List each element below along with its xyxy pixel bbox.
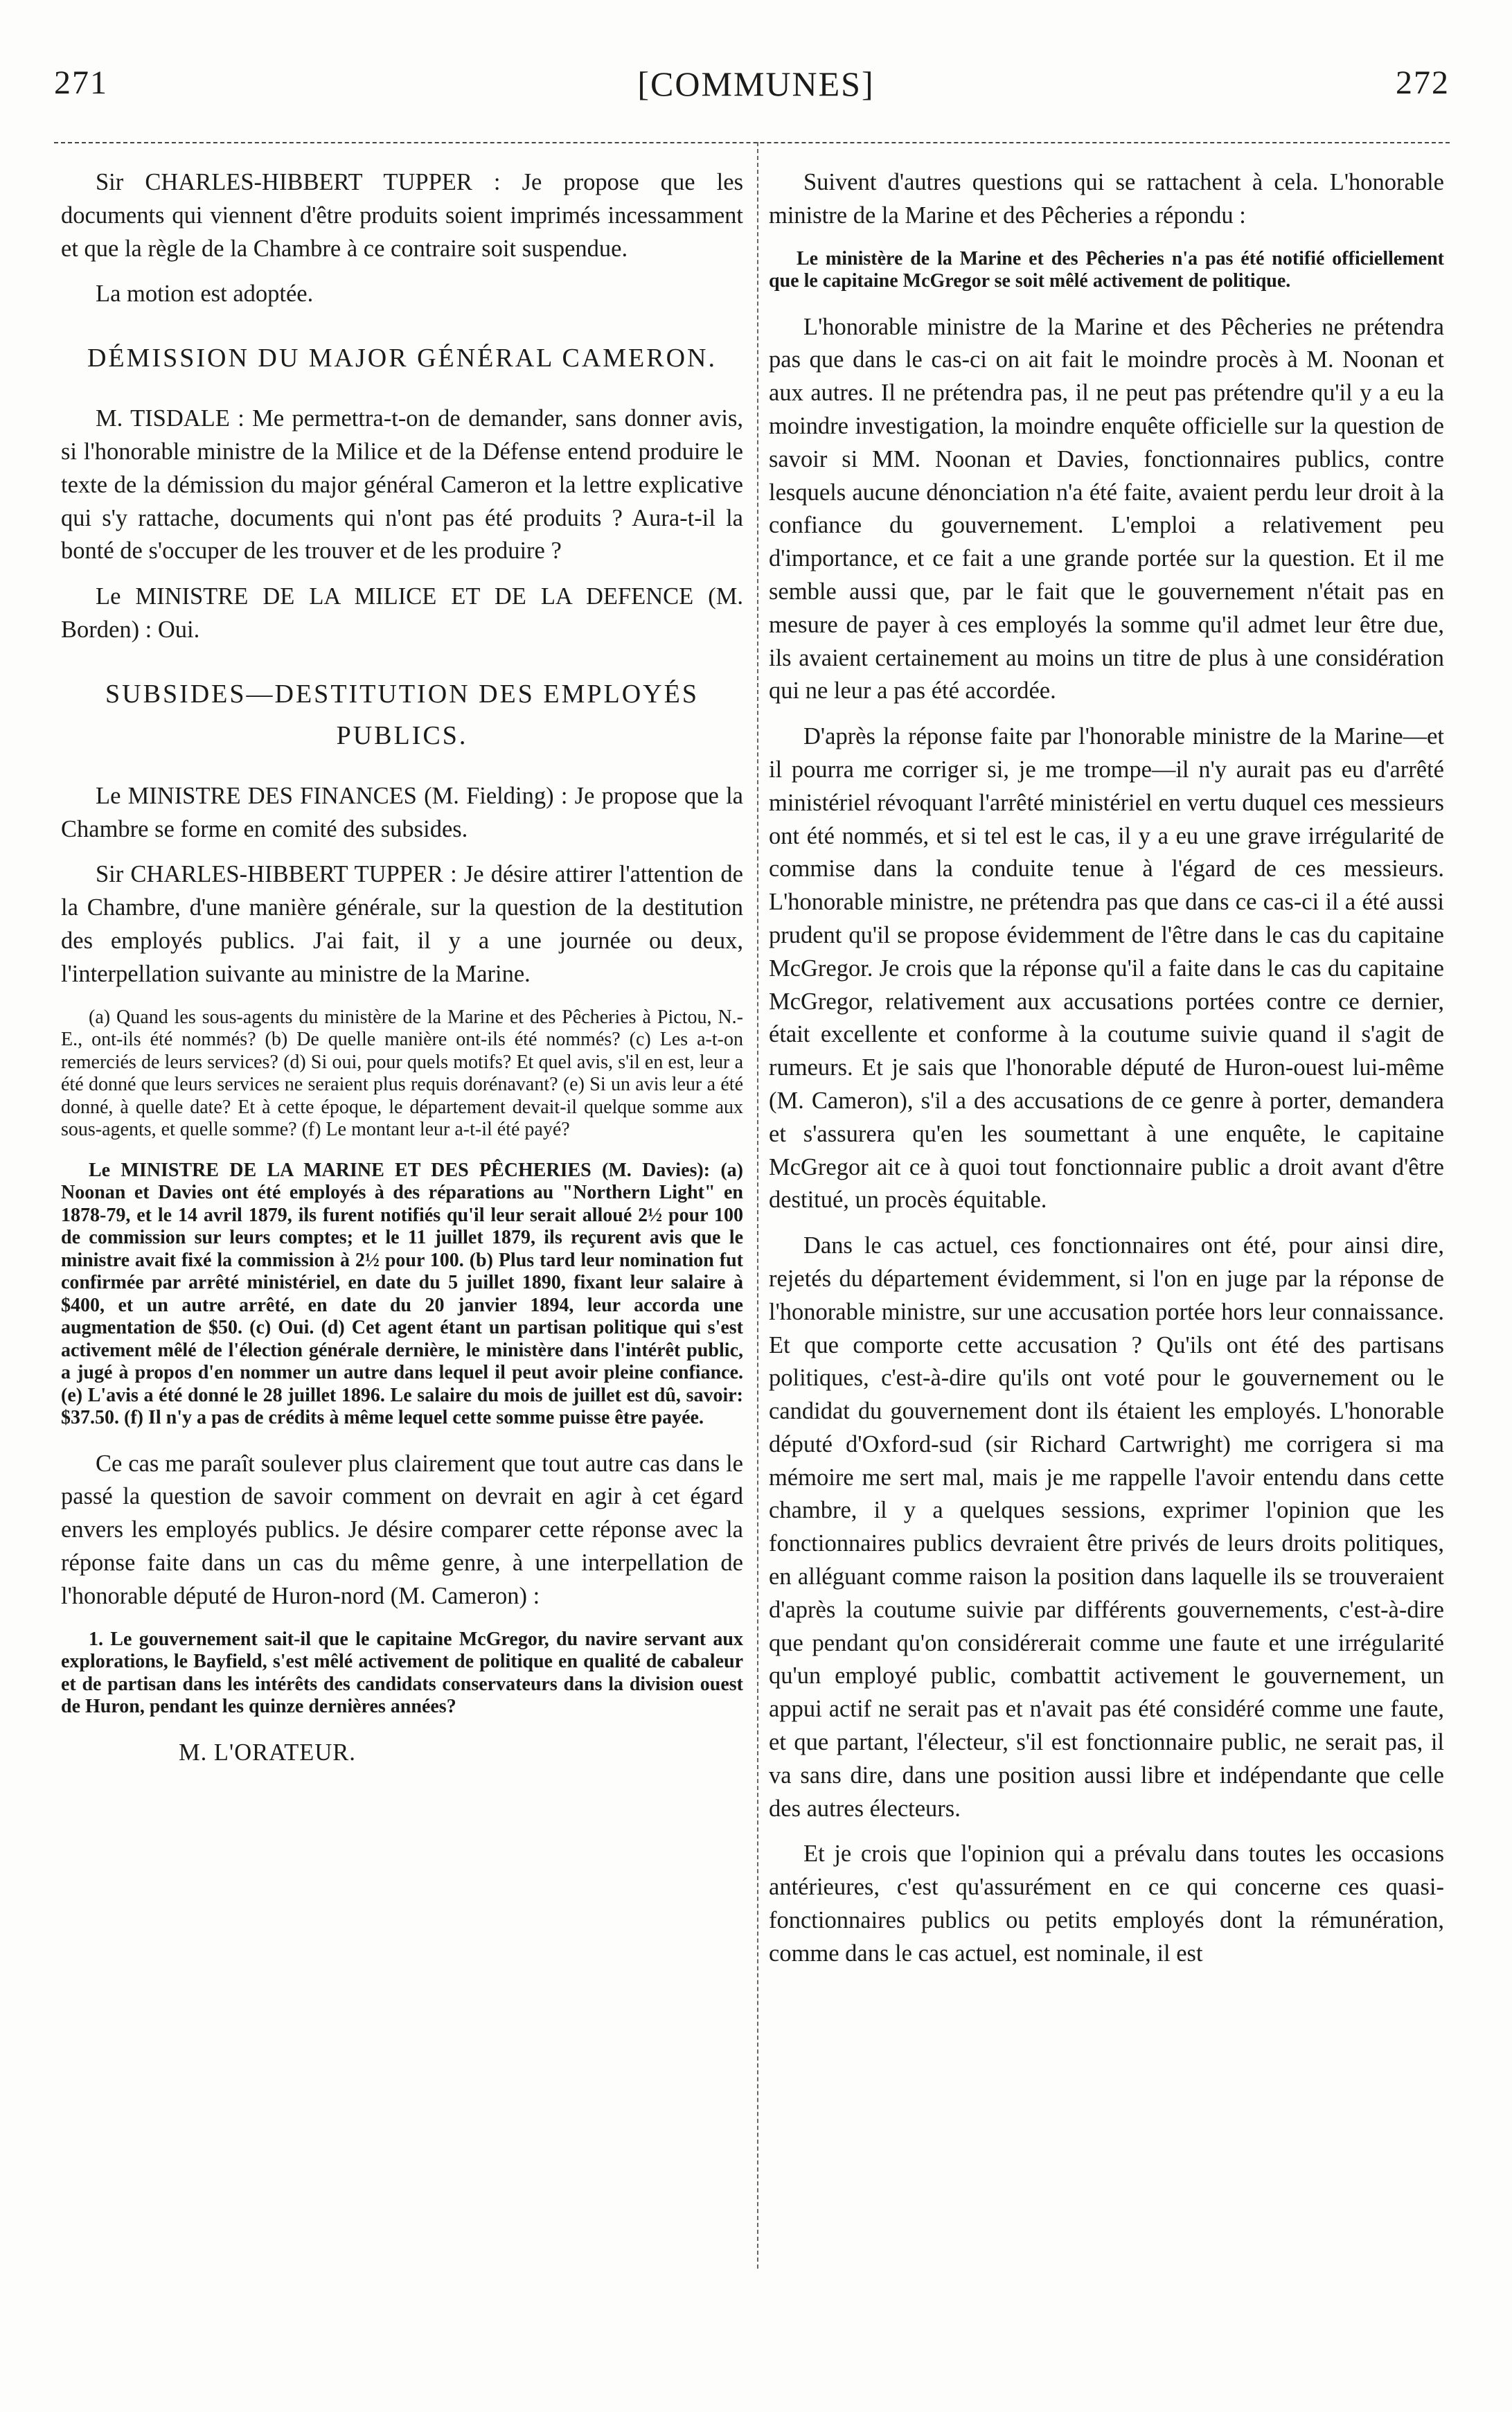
section-heading: SUBSIDES—DESTITUTION DES EMPLOYÉS PUBLICS.	[105, 679, 699, 750]
quoted-answer: Le MINISTRE DE LA MARINE ET DES PÊCHERIES (M. Davies): (a) Noonan et Davies ont été employés à des réparations au "Northern Light" en 1878-79, et le 14 avril 1879, ils furent notifiés qu'il leur serait alloué 2½ pour 100 de commission sur leurs comptes; et le 11 juillet 1879, ils reçurent avis que le ministre avait fixé la commission à 2½ pour 100. (b) Plus tard leur nomination fut confirmée par arrêté ministériel, en date du 5 juillet 1890, fixant leur salaire à $400, et un autre arrêté, en date du 20 janvier 1894, leur accorda une augmentation de $50. (c) Oui. (d) Cet agent étant un partisan politique qui s'est activement mêlé de l'élection générale dernière, le ministère dans l'intérêt public, a jugé à propos d'en nommer un autre dans lequel il peut avoir pleine confiance. (e) L'avis a été donné le 28 juillet 1896. Le salaire du mois de juillet est dû, savoir: $37.50. (f) Il n'y a pas de crédits à même lequel cette somme puisse être payée.	[61, 1159, 743, 1429]
quoted-answer: Le ministère de la Marine et des Pêcheries n'a pas été notifié officiellement que le capitaine McGregor se soit mêlé activement de politique.	[769, 247, 1444, 292]
paragraph: Dans le cas actuel, ces fonctionnaires ont été, pour ainsi dire, rejetés du département évidemment, si l'on en juge par la réponse de l'honorable ministre, sur une accusation portée hors leur connaissance. Et que comporte cette accusation ? Qu'ils ont été des partisans politiques, c'est-à-dire qu'ils ont voté pour le gouvernement ou le candidat du gouvernement dont ils étaient les employés. L'honorable député d'Oxford-sud (sir Richard Cartwright) me corrigera si ma mémoire me sert mal, mais je me rappelle l'avoir entendu dans cette chambre, il y a quelques sessions, exprimer l'opinion que les fonctionnaires publics devraient être privés de leurs droits politiques, en alléguant comme raison la position dans laquelle ils se trouveraient d'après la coutume suivie par différents gouvernements, c'est-à-dire que pendant qu'on considérerait comme une faute et une irrégularité qu'un employé public, combattit activement le gouvernement, un appui actif ne serait pas et n'avait pas été considéré comme une faute, et que partant, l'électeur, s'il est fonctionnaire public, ne serait pas, il va sans dire, dans une position aussi libre et indépendante que celle des autres électeurs.	[769, 1232, 1444, 1822]
quoted-question: 1. Le gouvernement sait-il que le capitaine McGregor, du navire servant aux explorations, le Bayfield, s'est mêlé activement de politique en qualité de cabaleur et de partisan dans les intérêts des candidats conservateurs dans la division ouest de Huron, pendant les quinze dernières années?	[61, 1628, 743, 1718]
paragraph: M. TISDALE : Me permettra-t-on de demander, sans donner avis, si l'honorable ministre de la Milice et de la Défense entend produire le texte de la démission du major général Cameron et la lettre explicative qui s'y rattache, documents qui n'ont pas été produits ? Aura-t-il la bonté de s'occuper de les trouver et de les produire ?	[61, 405, 743, 565]
left-column	[61, 166, 743, 1782]
paragraph: La motion est adoptée.	[96, 281, 314, 308]
column-divider	[757, 142, 758, 2269]
paragraph: Ce cas me paraît soulever plus clairement que tout autre cas dans le passé la question de savoir comment on devrait en agir à cet égard envers les employés publics. Je désire comparer cette réponse avec la réponse faite dans un cas du même genre, à une interpellation de l'honorable député de Huron-nord (M. Cameron) :	[61, 1450, 743, 1609]
paragraph: Suivent d'autres questions qui se rattachent à cela. L'honorable ministre de la Marine et des Pêcheries a répondu :	[769, 169, 1444, 229]
quoted-question: (a) Quand les sous-agents du ministère de la Marine et des Pêcheries à Pictou, N.-E., ont-ils été nommés? (b) De quelle manière ont-ils été nommés? (c) Les a-t-on remerciés de leurs services? (d) Si oui, pour quels motifs? Et quel avis, s'il en est, leur a été donné que leurs services ne seraient plus requis dorénavant? (e) Si un avis leur a été donné, à quelle date? Et à cette époque, le département devait-il quelque somme aux sous-agents, et quelle somme? (f) Le montant leur a-t-il été payé?	[61, 1006, 743, 1141]
section-heading: DÉMISSION DU MAJOR GÉNÉRAL CAMERON.	[87, 344, 717, 373]
page-header	[0, 0, 1512, 125]
paragraph: Sir CHARLES-HIBBERT TUPPER : Je propose que les documents qui viennent d'être produits soient imprimés incessamment et que la règle de la Chambre à ce contraire soit suspendue.	[61, 169, 743, 262]
header-rule	[54, 142, 1450, 143]
speaker-signature: M. L'ORATEUR.	[179, 1739, 356, 1766]
page-number-left: 271	[54, 64, 108, 101]
page-number-right: 272	[1396, 64, 1450, 101]
running-title: [COMMUNES]	[637, 64, 875, 103]
paragraph: L'honorable ministre de la Marine et des Pêcheries ne prétendra pas que dans le cas-ci on ait fait le moindre procès à M. Noonan et aux autres. Il ne prétendra pas, il ne peut pas prétendre qu'il y a eu la moindre investigation, la moindre enquête officielle sur la question de savoir si MM. Noonan et Davies, fonctionnaires publics, contre lesquels aucune dénonciation n'a été faite, avaient perdu leur droit à la confiance du gouvernement. L'emploi a relativement peu d'importance, et ce fait a une grande portée sur la question. Et il me semble aussi que, par le fait que le gouvernement n'était pas en mesure de payer à ces employés la somme qu'il admet leur être due, ils avaient certainement au moins un titre de plus à une considération qui ne leur a pas été accordée.	[769, 313, 1444, 704]
paragraph: Et je crois que l'opinion qui a prévalu dans toutes les occasions antérieures, c'est qu'assurément en ce qui concerne ces quasi-fonctionnaires publics ou petits employés dont la rémunération, comme dans le cas actuel, est nominale, il est	[769, 1841, 1444, 1967]
paragraph: Sir CHARLES-HIBBERT TUPPER : Je désire attirer l'attention de la Chambre, d'une manière générale, sur la question de la destitution des employés publics. J'ai fait, il y a une journée ou deux, l'interpellation suivante au ministre de la Marine.	[61, 861, 743, 987]
paragraph: Le MINISTRE DES FINANCES (M. Fielding) : Je propose que la Chambre se forme en comité des subsides.	[61, 782, 743, 842]
right-column	[769, 166, 1444, 1983]
paragraph: D'après la réponse faite par l'honorable ministre de la Marine—et il pourra me corriger si, je me trompe—il n'y aurait pas eu d'arrêté ministériel révoquant l'arrêté ministériel en vertu duquel ces messieurs ont été nommés, et si tel est le cas, il y a eu une grave irrégularité de commise dans la conduite tenue à l'égard de ces messieurs. L'honorable ministre, ne prétendra pas que dans ce cas-ci il a été aussi prudent qu'il se propose évidemment de l'être dans le cas du capitaine McGregor. Je crois que la réponse qu'il a faite dans le cas du capitaine McGregor, relativement aux accusations portées contre ce dernier, était excellente et conforme à la coutume suivie quand il s'agit de rumeurs. Et je sais que l'honorable député de Huron-ouest lui-même (M. Cameron), s'il a des accusations de ce genre à porter, demandera et s'assurera qu'en les soumettant à une enquête, le capitaine McGregor ait ce à quoi tout fonctionnaire public a droit avant d'être destitué, un procès équitable.	[769, 723, 1444, 1214]
paragraph: Le MINISTRE DE LA MILICE ET DE LA DEFENCE (M. Borden) : Oui.	[61, 583, 743, 643]
